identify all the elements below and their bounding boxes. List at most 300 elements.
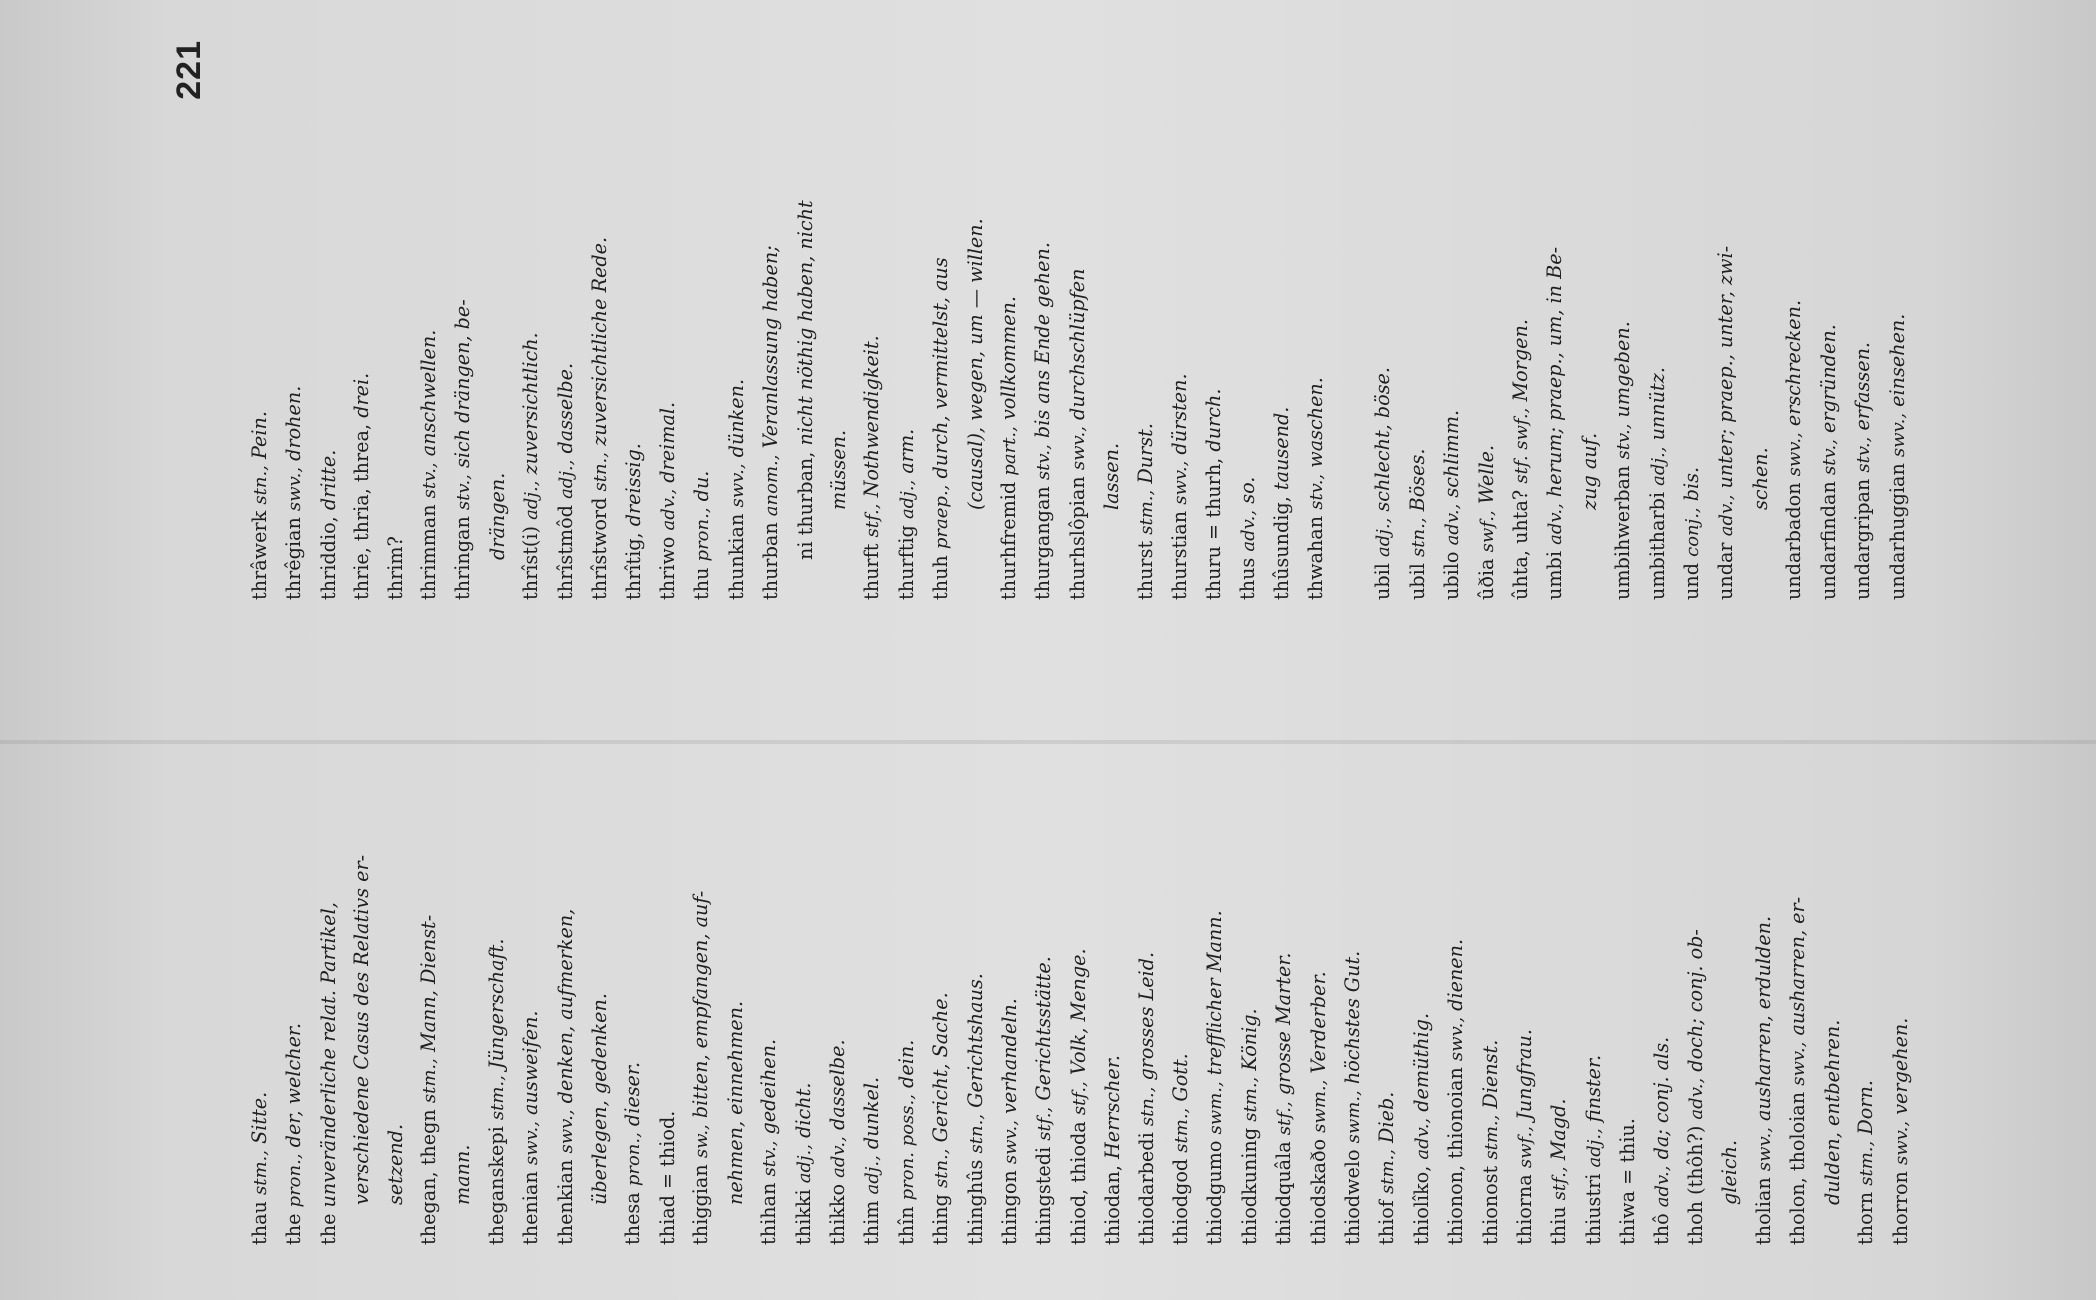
glossary-entry — [685, 40, 719, 600]
headword: umbitharbi — [1645, 491, 1669, 600]
gloss: Magd. — [1547, 1098, 1571, 1161]
grammar-tag: swf., — [1476, 510, 1498, 553]
glossary-entry — [789, 40, 822, 600]
glossary-entry — [1233, 685, 1267, 1245]
glossary-entry — [1164, 685, 1198, 1245]
headword: umbihwerban — [1611, 465, 1635, 600]
gloss: dürsten. — [1167, 373, 1191, 455]
headword: thrim? — [383, 536, 407, 600]
grammar-tag: swv., — [284, 466, 306, 512]
headword: thikki — [791, 1189, 815, 1245]
glossary-entry — [1744, 40, 1777, 600]
gloss: doch; conj. ob- — [1684, 929, 1708, 1072]
gloss: dreissig. — [622, 443, 646, 527]
glossary-entry — [1508, 685, 1542, 1245]
gloss: Gericht, Sache. — [929, 992, 953, 1143]
grammar-tag: adv., — [657, 488, 679, 531]
grammar-tag: adv., — [1686, 1077, 1708, 1120]
glossary-entry — [1577, 685, 1611, 1245]
gloss: Dienst. — [1478, 1039, 1502, 1109]
headword: thurgangan — [1031, 486, 1055, 600]
grammar-tag: stf., — [862, 503, 884, 538]
glossary-entry — [549, 40, 583, 600]
grammar-tag: swv., — [1890, 1120, 1912, 1166]
headword: thringan — [451, 516, 475, 600]
gloss: erfassen. — [1851, 341, 1875, 431]
glossary-entry — [1336, 685, 1370, 1245]
grammar-tag: adv., — [1442, 503, 1464, 546]
grammar-tag: stf., — [1068, 1081, 1090, 1116]
gloss: Pein. — [248, 411, 271, 459]
glossary-entry — [651, 40, 685, 600]
grammar-tag: stm., — [486, 1075, 508, 1121]
gloss: Verderber. — [1306, 971, 1330, 1074]
headword: ubil — [1371, 563, 1395, 600]
grammar-tag: pron., — [284, 1153, 306, 1208]
headword: the — [316, 1213, 340, 1245]
glossary-entry — [1197, 40, 1230, 600]
headword: thiolîko, — [1409, 1165, 1433, 1245]
glossary-entry — [345, 40, 378, 600]
gloss: drohen. — [282, 385, 306, 461]
headword: thîn — [894, 1206, 918, 1245]
grammar-tag: sw., — [691, 1124, 713, 1159]
gloss: bis. — [1680, 466, 1704, 502]
gloss: gleich. — [1718, 1139, 1742, 1205]
glossary-entry — [1405, 685, 1439, 1245]
headword: thorron — [1888, 1171, 1912, 1245]
gloss: dreimal. — [655, 401, 679, 483]
grammar-tag: anom., — [761, 454, 783, 517]
gloss: Morgen. — [1509, 319, 1533, 402]
grammar-tag: swv., — [1887, 412, 1909, 458]
glossary-entry — [752, 685, 786, 1245]
glossary-entry — [1130, 685, 1164, 1245]
glossary-entry — [1370, 685, 1404, 1245]
gloss: denken, aufmerken, — [553, 908, 577, 1104]
gloss: Jüngerschaft. — [484, 938, 508, 1070]
gloss: dulden, entbehren. — [1820, 1019, 1844, 1205]
glossary-entry — [754, 40, 788, 600]
gloss: herum; praep., um, in Be- — [1543, 246, 1567, 498]
gloss: überlegen, gedenken. — [588, 993, 612, 1205]
gloss: dasselbe. — [553, 362, 577, 454]
headword: ûhta, uhta? — [1509, 489, 1533, 600]
gloss: unter; praep., unter, zwi- — [1714, 245, 1738, 489]
gloss: grosse Marter. — [1272, 952, 1296, 1096]
grammar-tag: swv., — [1788, 1041, 1810, 1086]
glossary-column-right — [243, 40, 1915, 600]
glossary-entry — [312, 685, 345, 1245]
headword: thorn — [1854, 1191, 1878, 1245]
glossary-entry — [1096, 685, 1129, 1245]
gloss: so. — [1235, 476, 1259, 504]
gloss: zuversichtlich. — [519, 332, 543, 475]
grammar-tag: stm., — [1856, 1140, 1878, 1186]
glossary-entry — [1061, 40, 1095, 600]
glossary-entry — [821, 685, 855, 1245]
grammar-tag: swv., — [1067, 426, 1089, 471]
headword: thiodwelo — [1341, 1149, 1364, 1245]
grammar-tag: adj., — [1647, 446, 1669, 486]
gloss: dienen. — [1444, 938, 1468, 1011]
glossary-entry — [1641, 40, 1675, 600]
headword: thiof — [1375, 1200, 1399, 1245]
grammar-tag: adj., — [896, 479, 918, 520]
glossary-entry — [1366, 40, 1400, 600]
gloss: tausend. — [1270, 406, 1294, 491]
headword: thwahan — [1303, 515, 1327, 600]
glossary-entry — [583, 40, 617, 600]
glossary-entry — [243, 685, 277, 1245]
page-number: 221 — [170, 40, 208, 100]
glossary-entry — [446, 685, 479, 1245]
grammar-tag: swm., — [1308, 1079, 1330, 1133]
glossary-entry — [616, 685, 650, 1245]
glossary-entry — [1849, 685, 1883, 1245]
gloss: Gerichtsstätte. — [1032, 956, 1056, 1101]
grammar-tag: adj., — [521, 480, 543, 520]
glossary-entry — [345, 685, 378, 1245]
grammar-tag: stm., — [419, 1058, 441, 1104]
gloss: vollkommen. — [996, 295, 1020, 421]
glossary-entry — [1198, 685, 1232, 1245]
headword: thurftig — [894, 525, 918, 600]
gloss: dasselbe. — [825, 1039, 849, 1131]
grammar-tag: praep., — [931, 484, 953, 550]
grammar-tag: adv., — [827, 1136, 849, 1178]
glossary-entry — [855, 685, 889, 1245]
headword: theganskepi — [484, 1126, 508, 1245]
grammar-tag: adj., — [793, 1144, 815, 1184]
grammar-tag: swv., — [1169, 460, 1191, 505]
gloss: müssen. — [826, 429, 850, 510]
gloss: dein. — [894, 1039, 918, 1088]
headword: thiodarbedi — [1134, 1132, 1158, 1245]
glossary-entry — [1299, 40, 1333, 600]
glossary-entry — [992, 40, 1026, 600]
gloss: erschrecken. — [1782, 299, 1806, 427]
gloss: du. — [690, 470, 714, 502]
gloss: dünken. — [724, 378, 748, 458]
headword: thikko — [825, 1183, 849, 1245]
headword: thrîtig, — [622, 532, 646, 600]
glossary-entry — [1095, 40, 1128, 600]
gloss: einsehen. — [1885, 313, 1909, 407]
glossary-entry — [1333, 40, 1366, 600]
grammar-tag: stn., — [250, 465, 271, 505]
headword: undarbadon — [1782, 482, 1806, 600]
grammar-tag: swv., — [999, 1120, 1021, 1165]
glossary-entry — [379, 685, 412, 1245]
gloss: schlimm. — [1440, 409, 1464, 498]
glossary-column-left — [243, 685, 1918, 1245]
gloss: verhandeln. — [997, 998, 1021, 1114]
headword: ubil — [1405, 563, 1429, 600]
gloss: setzend. — [383, 1123, 407, 1205]
glossary-entry — [1062, 685, 1096, 1245]
gloss: ausweifen. — [519, 1010, 543, 1115]
grammar-tag: stn., — [931, 1148, 953, 1189]
gloss: vergehen. — [1888, 1017, 1912, 1115]
gloss: dieser. — [621, 1061, 645, 1127]
glossary-entry — [822, 40, 855, 600]
headword: thingstedi — [1032, 1146, 1056, 1245]
glossary-entry — [924, 40, 958, 600]
grammar-tag: swv., — [1753, 1127, 1775, 1172]
glossary-entry — [1435, 40, 1469, 600]
headword: thurstian — [1167, 510, 1191, 600]
headword: the — [282, 1213, 306, 1245]
gloss: sich drängen, be- — [451, 299, 475, 468]
grammar-tag: adj., — [555, 459, 577, 499]
gloss: bis ans Ende gehen. — [1031, 242, 1055, 439]
grammar-tag: adj., — [1583, 1128, 1605, 1168]
headword: umbi — [1543, 551, 1567, 600]
headword: ubilo — [1440, 551, 1464, 600]
grammar-tag: stv., — [1853, 436, 1875, 473]
glossary-entry — [1709, 40, 1743, 600]
gloss: König. — [1237, 1008, 1261, 1071]
gloss: Mann, Dienst- — [417, 914, 441, 1053]
glossary-entry — [1542, 685, 1576, 1245]
glossary-entry — [1747, 685, 1781, 1245]
glossary-entry — [1816, 685, 1849, 1245]
grammar-tag: adj., — [862, 1155, 884, 1195]
glossary-entry — [412, 40, 446, 600]
headword: thus — [1235, 557, 1259, 600]
headword: thurhfremid — [996, 481, 1020, 600]
headword: thrîst(i) — [519, 525, 543, 600]
gloss: höchstes Gut. — [1341, 950, 1364, 1085]
glossary-entry — [1027, 685, 1061, 1245]
headword: undarfindan — [1816, 481, 1840, 600]
headword: ûðia — [1474, 558, 1498, 600]
headword: thu — [690, 567, 714, 600]
grammar-tag: stv., — [1033, 444, 1055, 481]
gloss: anschwellen. — [417, 329, 441, 457]
glossary-entry — [651, 685, 684, 1245]
grammar-tag: stv., — [1613, 423, 1635, 460]
gloss: Welle. — [1474, 444, 1498, 505]
headword: thurst — [1133, 540, 1157, 600]
gloss: Böses. — [1405, 448, 1429, 512]
grammar-tag: stn., — [965, 1113, 987, 1154]
glossary-entry — [1231, 40, 1265, 600]
gloss: nicht nöthig haben, nicht — [793, 200, 817, 446]
gloss: trefflicher Mann. — [1203, 910, 1227, 1076]
glossary-entry — [1129, 40, 1163, 600]
gloss: Sitte. — [248, 1091, 271, 1144]
gloss: ausharren, er- — [1786, 896, 1810, 1036]
headword: thrimman — [417, 504, 441, 600]
gloss: Herrscher. — [1101, 1055, 1125, 1159]
grammar-tag: swf., — [1515, 1126, 1537, 1169]
glossary-entry — [959, 40, 992, 600]
glossary-entry — [890, 40, 924, 600]
glossary-entry — [312, 40, 345, 600]
headword: thiod, thioda — [1066, 1121, 1090, 1245]
gloss: drängen. — [485, 472, 509, 560]
headword: thurban — [759, 522, 783, 600]
glossary-entry — [1026, 40, 1060, 600]
glossary-entry — [446, 40, 480, 600]
headword: undarhuggian — [1885, 463, 1909, 600]
glossary-entry — [1538, 40, 1572, 600]
headword: thinghûs — [963, 1159, 987, 1245]
grammar-tag: conj., — [1682, 507, 1704, 557]
headword: thesa — [621, 1192, 645, 1245]
gloss: verschiedene Casus des Relativs er- — [350, 854, 374, 1205]
glossary-entry — [1679, 685, 1713, 1245]
glossary-entry — [1267, 685, 1301, 1245]
grammar-tag: adj., — [1373, 517, 1395, 557]
headword: thriwo — [655, 536, 679, 600]
gloss: unveränderliche relat. Partikel, — [316, 902, 340, 1208]
glossary-entry — [1884, 685, 1918, 1245]
headword: thihan — [757, 1182, 781, 1245]
grammar-tag: swv., — [555, 1109, 577, 1154]
glossary-entry — [1645, 685, 1679, 1245]
grammar-tag: stm., — [1480, 1114, 1502, 1160]
gloss: da; conj. als. — [1649, 1036, 1673, 1160]
headword: thûsundig, — [1270, 496, 1294, 600]
gloss: Nothwendigkeit. — [860, 335, 884, 498]
headword: thrîstword — [588, 497, 612, 600]
headword: thegan, thegn — [417, 1109, 441, 1245]
gloss: ausharren, erdulden. — [1751, 915, 1775, 1121]
grammar-tag: swv., — [1784, 432, 1806, 477]
gloss: gedeihen. — [757, 1038, 781, 1135]
glossary-entry — [1474, 685, 1508, 1245]
grammar-tag: stm., — [1377, 1149, 1399, 1195]
headword: thionost — [1478, 1165, 1502, 1245]
grammar-tag: pron., — [623, 1132, 645, 1187]
glossary-entry — [617, 40, 650, 600]
glossary-entry — [1163, 40, 1197, 600]
grammar-tag: stm., — [1170, 1107, 1192, 1153]
gloss: Dieb. — [1375, 1091, 1399, 1143]
glossary-entry — [959, 685, 993, 1245]
gloss: Gott. — [1168, 1053, 1192, 1102]
glossary-entry — [1713, 685, 1746, 1245]
glossary-entry — [1401, 40, 1435, 600]
gloss: Dorn. — [1854, 1080, 1878, 1135]
gloss: durch, vermittelst, aus — [929, 257, 953, 479]
gloss: Volk, Menge. — [1066, 948, 1090, 1076]
headword: thiodkuning — [1237, 1127, 1261, 1245]
grammar-tag: adv., — [1237, 509, 1259, 552]
grammar-tag: pron. poss., — [896, 1094, 918, 1201]
gloss: durch. — [1202, 388, 1226, 452]
glossary-entry — [720, 40, 754, 600]
headword: undargripan — [1851, 478, 1875, 600]
glossary-entry — [1439, 685, 1473, 1245]
glossary-entry — [924, 685, 958, 1245]
gloss: Durst. — [1133, 423, 1157, 484]
headword: thiad = thiod. — [655, 1110, 679, 1245]
grammar-tag: adv., — [1545, 503, 1567, 545]
grammar-tag: adv., — [1411, 1117, 1433, 1160]
headword: tholon, tholoian — [1786, 1091, 1810, 1245]
glossary-entry — [719, 685, 752, 1245]
headword: thiggian — [689, 1164, 713, 1245]
headword: thiustri — [1581, 1173, 1605, 1245]
headword: undar — [1714, 542, 1738, 600]
headword: thingon — [997, 1170, 1021, 1245]
gloss: bitten, empfangen, auf- — [689, 890, 713, 1119]
glossary-entry — [549, 685, 583, 1245]
gloss: zuversichtliche Rede. — [588, 236, 612, 446]
gloss: nehmen, einnehmen. — [723, 1000, 747, 1205]
headword: thoh (thôh?) — [1684, 1125, 1708, 1245]
headword: thunkian — [724, 513, 748, 600]
glossary-entry — [684, 685, 718, 1245]
grammar-tag: stf., — [1274, 1101, 1296, 1136]
glossary-entry — [480, 685, 514, 1245]
grammar-tag: stv., — [1305, 473, 1327, 510]
gloss: zug auf. — [1577, 432, 1601, 510]
gloss: ergründen. — [1816, 324, 1840, 433]
headword: thiu — [1547, 1206, 1571, 1245]
headword: thurhslôpian — [1065, 476, 1089, 600]
headword: thrâwerk — [248, 510, 271, 600]
grammar-tag: adv., — [1716, 494, 1738, 537]
glossary-entry — [890, 685, 924, 1245]
grammar-tag: stm., — [1135, 489, 1157, 535]
glossary-entry — [1777, 40, 1811, 600]
rotated-page — [165, 40, 1930, 1245]
gloss: (causal), wegen, um — willen. — [963, 218, 987, 510]
glossary-entry — [514, 40, 548, 600]
glossary-entry — [379, 40, 412, 600]
gloss: der, welcher. — [282, 1022, 306, 1148]
headword: thenian — [519, 1171, 543, 1245]
grammar-tag: stv., — [453, 474, 475, 511]
grammar-tag: part., — [998, 426, 1020, 476]
grammar-tag: adv., — [1651, 1165, 1673, 1208]
grammar-tag: stn., — [1407, 517, 1429, 557]
grammar-tag: swm., — [1343, 1090, 1364, 1144]
grammar-tag: stf. swf., — [1511, 407, 1533, 484]
headword: thiodskaðo — [1306, 1138, 1330, 1245]
headword: thenkian — [553, 1159, 577, 1245]
gloss: dicht. — [791, 1082, 815, 1138]
grammar-tag: swv., — [521, 1121, 543, 1166]
headword: thrie, thria, threa, — [350, 423, 374, 600]
grammar-tag: stn., — [590, 452, 612, 492]
grammar-tag: swv., — [726, 463, 748, 508]
glossary-entry — [583, 685, 616, 1245]
headword: thau — [248, 1201, 271, 1245]
grammar-tag: stn., — [1136, 1086, 1158, 1127]
grammar-tag: stm., — [250, 1150, 271, 1196]
grammar-tag: stf., — [1034, 1106, 1056, 1141]
glossary-entry — [1504, 40, 1538, 600]
grammar-tag: swm., — [1205, 1081, 1227, 1135]
glossary-entry — [787, 685, 821, 1245]
glossary-entry — [412, 685, 446, 1245]
glossary-entry — [1881, 40, 1915, 600]
grammar-tag: stv., — [759, 1140, 781, 1177]
grammar-tag: stv., — [419, 462, 441, 499]
glossary-entry — [1812, 40, 1846, 600]
headword: thrîstmôd — [553, 505, 577, 600]
headword: thiodquâla — [1272, 1141, 1296, 1245]
gloss: arm. — [894, 428, 918, 474]
gloss: schen. — [1748, 447, 1772, 510]
glossary-entry — [514, 685, 548, 1245]
